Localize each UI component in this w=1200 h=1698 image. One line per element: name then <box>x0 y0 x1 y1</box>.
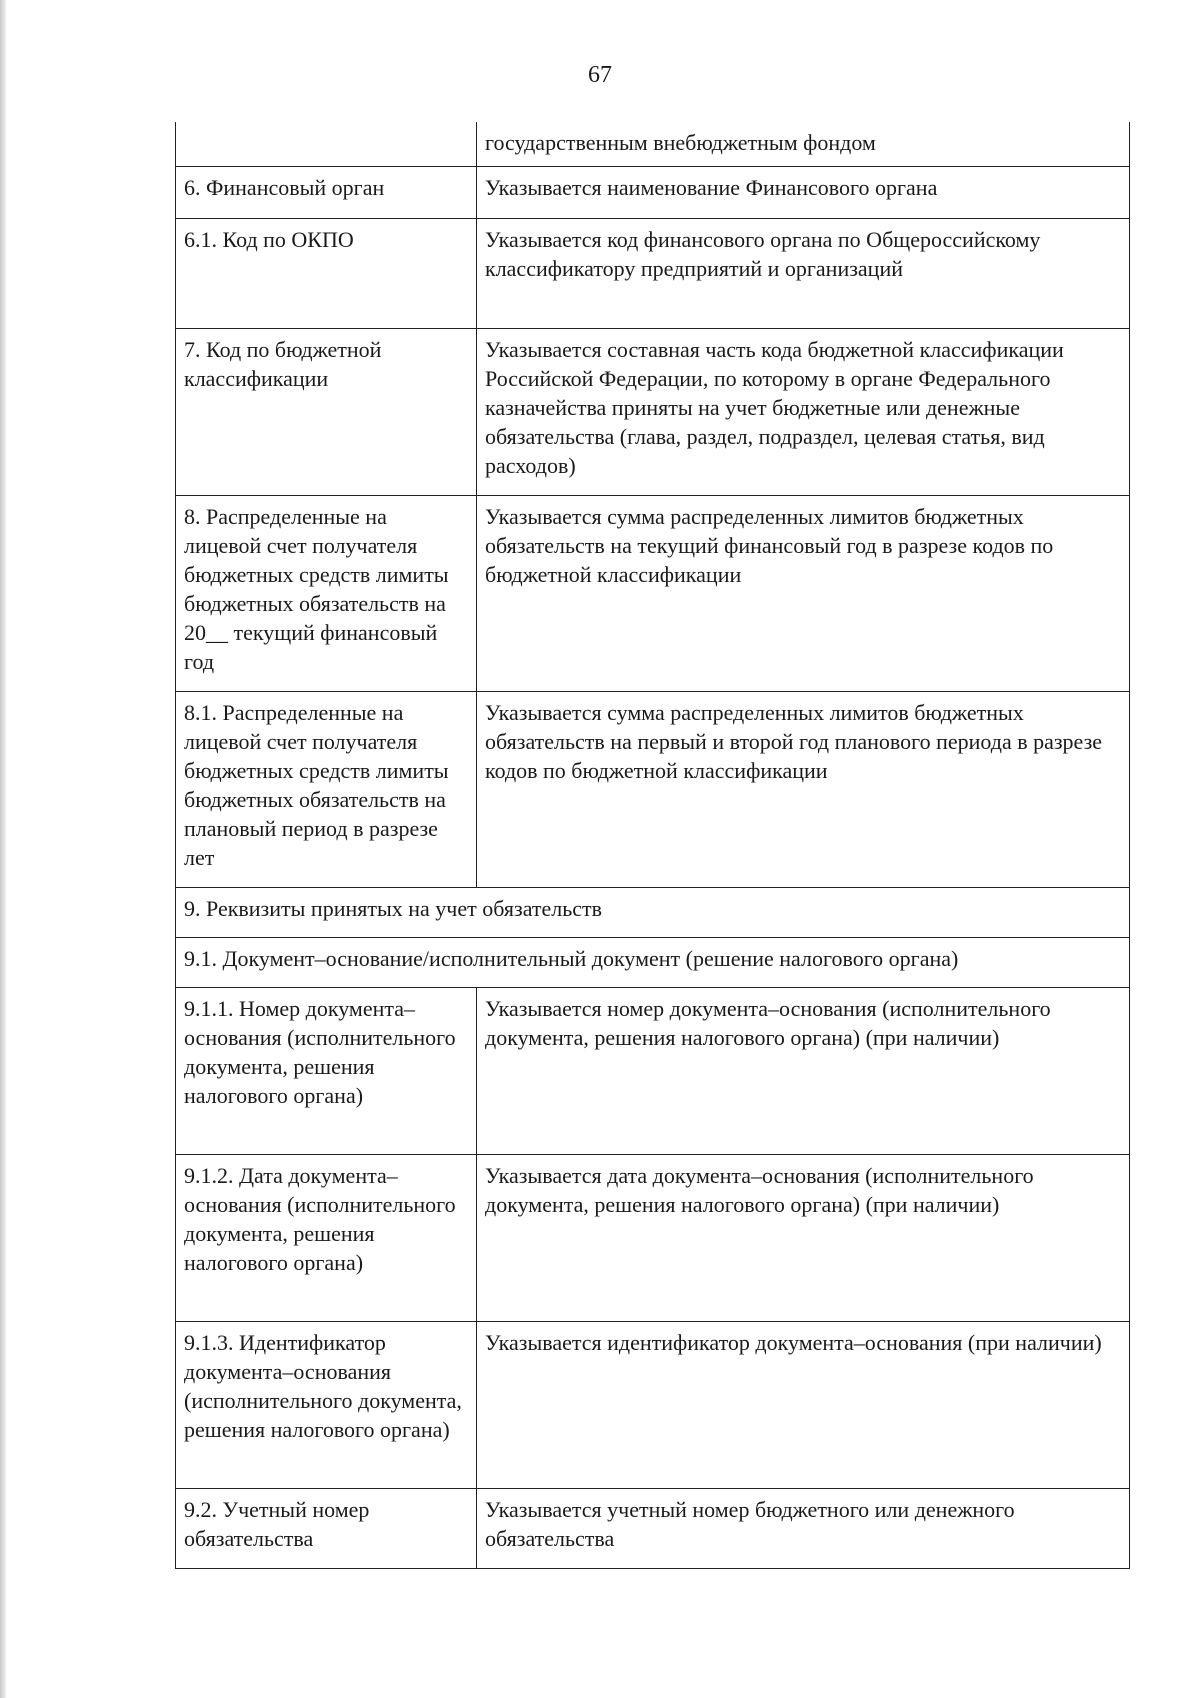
section-heading: 9. Реквизиты принятых на учет обязательств <box>176 888 1130 938</box>
table-row <box>176 496 1130 692</box>
field-cell: 6. Финансовый орган <box>176 167 477 219</box>
description-cell: Указывается код финансового органа по Общероссийскому классификатору предприятий и организаций <box>477 219 1130 329</box>
table-row <box>176 1489 1130 1569</box>
section-row <box>176 888 1130 938</box>
description-cell: Указывается идентификатор документа–основания (при наличии) <box>477 1322 1130 1489</box>
field-cell: 8.1. Распределенные на лицевой счет получателя бюджетных средств лимиты бюджетных обязательств на плановый период в разрезе лет <box>176 692 477 888</box>
description-cell: Указывается сумма распределенных лимитов бюджетных обязательств на первый и второй год планового периода в разрезе кодов по бюджетной классификации <box>477 692 1130 888</box>
section-heading: 9.1. Документ–основание/исполнительный документ (решение налогового органа) <box>176 938 1130 988</box>
description-cell: Указывается составная часть кода бюджетной классификации Российской Федерации, по которому в органе Федерального казначейства приняты на учет бюджетные или денежные обязательства (глава, раздел, подраздел, целевая статья, вид расходов) <box>477 329 1130 496</box>
field-cell: 9.1.3. Идентификатор документа–основания (исполнительного документа, решения налогового органа) <box>176 1322 477 1489</box>
table-row <box>176 988 1130 1155</box>
scan-edge-shadow <box>0 0 6 1698</box>
field-cell: 9.1.1. Номер документа–основания (исполнительного документа, решения налогового органа) <box>176 988 477 1155</box>
description-cell: государственным внебюджетным фондом <box>477 122 1130 167</box>
table-row <box>176 1322 1130 1489</box>
table-row <box>176 219 1130 329</box>
section-row <box>176 938 1130 988</box>
table-row <box>176 692 1130 888</box>
table-row <box>176 167 1130 219</box>
field-cell: 9.2. Учетный номер обязательства <box>176 1489 477 1569</box>
field-cell: 7. Код по бюджетной классификации <box>176 329 477 496</box>
table-row <box>176 122 1130 167</box>
requisites-table <box>175 122 1130 1569</box>
description-cell: Указывается дата документа–основания (исполнительного документа, решения налогового органа) (при наличии) <box>477 1155 1130 1322</box>
table-row <box>176 1155 1130 1322</box>
field-cell <box>176 122 477 167</box>
description-cell: Указывается сумма распределенных лимитов бюджетных обязательств на текущий финансовый год в разрезе кодов по бюджетной классификации <box>477 496 1130 692</box>
field-cell: 6.1. Код по ОКПО <box>176 219 477 329</box>
field-cell: 8. Распределенные на лицевой счет получателя бюджетных средств лимиты бюджетных обязательств на 20__ текущий финансовый год <box>176 496 477 692</box>
table-row <box>176 329 1130 496</box>
description-cell: Указывается учетный номер бюджетного или денежного обязательства <box>477 1489 1130 1569</box>
field-cell: 9.1.2. Дата документа–основания (исполнительного документа, решения налогового органа) <box>176 1155 477 1322</box>
description-cell: Указывается наименование Финансового органа <box>477 167 1130 219</box>
description-cell: Указывается номер документа–основания (исполнительного документа, решения налогового органа) (при наличии) <box>477 988 1130 1155</box>
page-number: 67 <box>588 62 612 88</box>
